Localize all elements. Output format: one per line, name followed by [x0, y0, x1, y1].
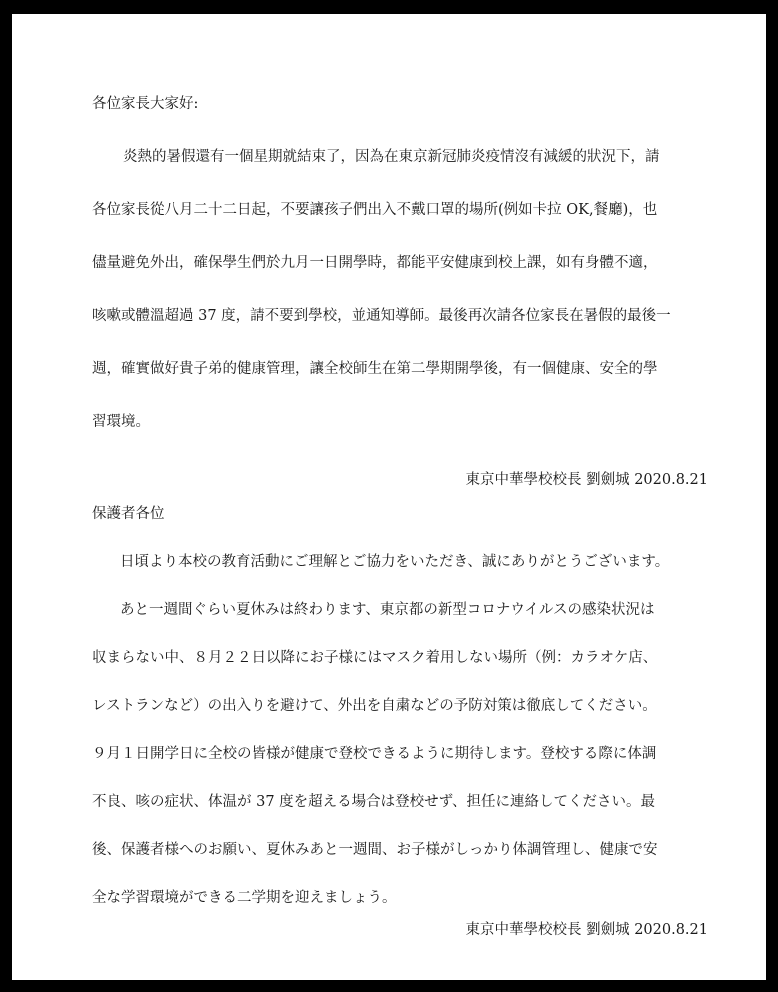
paragraph-line: 習環境。	[92, 414, 150, 430]
document-page	[12, 14, 766, 980]
paragraph-line: 咳嗽或體溫超過 37 度，請不要到學校，並通知導師。最後再次請各位家長在暑假的最後一	[92, 308, 671, 324]
paragraph-line: 各位家長從八月二十二日起，不要讓孩子們出入不戴口罩的場所(例如卡拉 OK,餐廳)，也	[92, 202, 658, 218]
paragraph-line: あと一週間ぐらい夏休みは終わります、東京都の新型コロナウイルスの感染状況は	[120, 602, 655, 618]
signature-japanese: 東京中華學校校長 劉劍城 2020.8.21	[465, 922, 708, 938]
paragraph-line: 日頃より本校の教育活動にご理解とご協力をいただき、誠にありがとうございます。	[120, 554, 670, 570]
paragraph-line: 炎熱的暑假還有一個星期就結束了，因為在東京新冠肺炎疫情沒有減緩的狀況下，請	[123, 149, 660, 165]
paragraph-line: レストランなど）の出入りを避けて、外出を自粛などの予防対策は徹底してください。	[92, 698, 657, 714]
paragraph-line: 儘量避免外出，確保學生們於九月一日開學時，都能平安健康到校上課，如有身體不適，	[92, 255, 658, 271]
greeting-chinese: 各位家長大家好:	[92, 96, 199, 112]
paragraph-line: ９月１日開学日に全校の皆様が健康で登校できるように期待します。登校する際に体調	[92, 746, 657, 762]
paragraph-line: 後、保護者様へのお願い、夏休みあと一週間、お子様がしっかり体調管理し、健康で安	[92, 842, 658, 858]
greeting-japanese: 保護者各位	[92, 506, 165, 522]
signature-chinese: 東京中華學校校長 劉劍城 2020.8.21	[465, 472, 708, 488]
paragraph-line: 全な学習環境ができる二学期を迎えましょう。	[92, 890, 397, 906]
paragraph-line: 週，確實做好貴子弟的健康管理，讓全校師生在第二學期開學後，有一個健康、安全的學	[92, 361, 658, 377]
paragraph-line: 不良、咳の症状、体温が 37 度を超える場合は登校せず、担任に連絡してください。最	[92, 794, 656, 810]
paragraph-line: 収まらない中、８月２２日以降にお子様にはマスク着用しない場所（例：カラオケ店、	[92, 650, 658, 666]
